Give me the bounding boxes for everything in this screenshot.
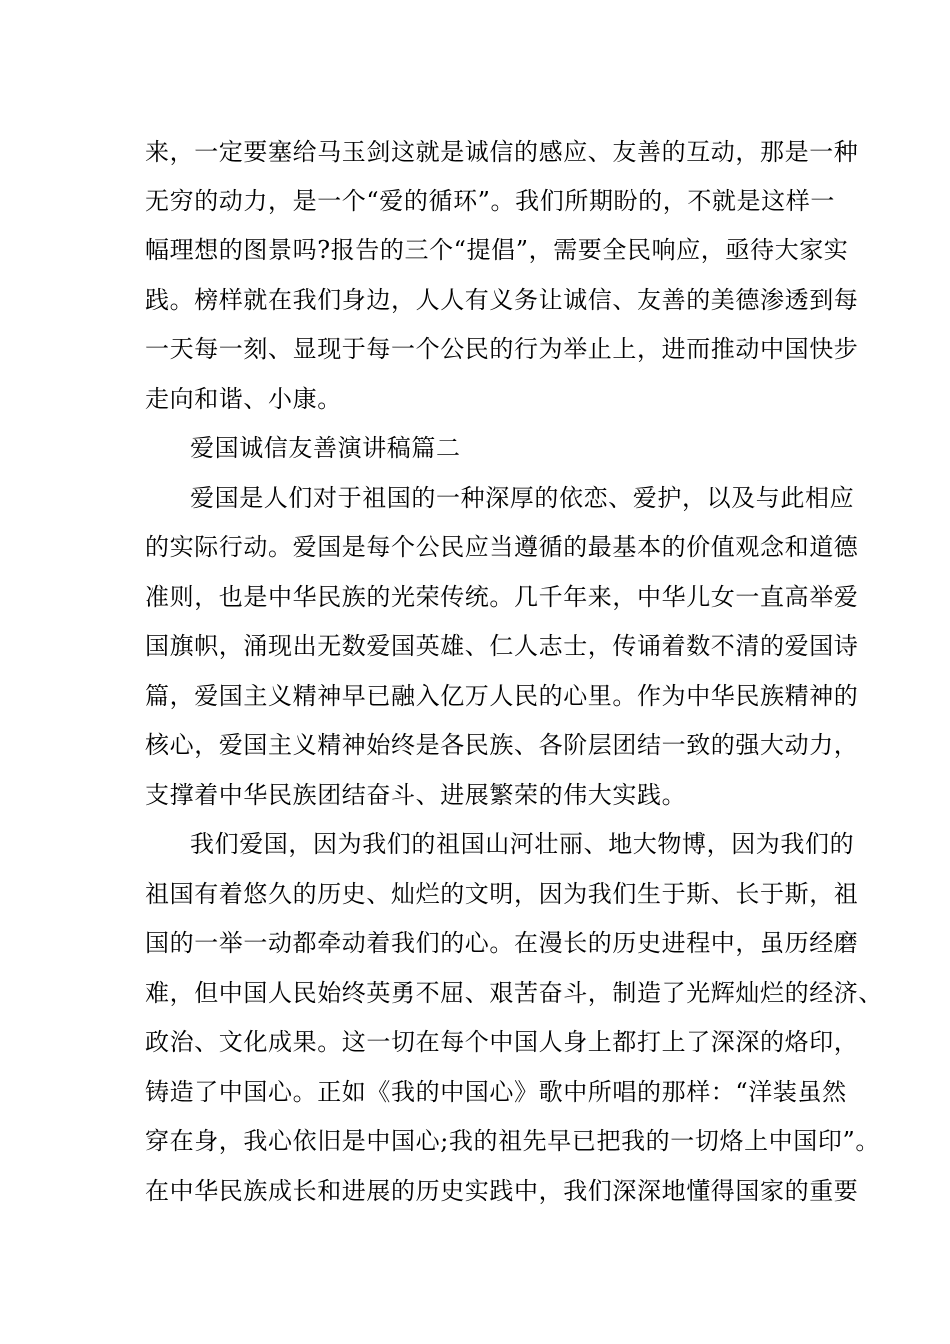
paragraph-line: 走向和谐、小康。 xyxy=(145,385,342,413)
paragraph-line: 国旗帜，涌现出无数爱国英雄、仁人志士，传诵着数不清的爱国诗 xyxy=(145,632,859,660)
paragraph-line: 篇，爱国主义精神早已融入亿万人民的心里。作为中华民族精神的 xyxy=(145,682,859,710)
paragraph-line: 一天每一刻、显现于每一个公民的行为举止上，进而推动中国快步 xyxy=(145,335,859,363)
paragraph-line: 铸造了中国心。正如《我的中国心》歌中所唱的那样：“洋装虽然 xyxy=(145,1078,847,1106)
paragraph-line: 准则，也是中华民族的光荣传统。几千年来，中华儿女一直高举爱 xyxy=(145,583,859,611)
paragraph-line: 难，但中国人民始终英勇不屈、艰苦奋斗，制造了光辉灿烂的经济、 xyxy=(145,979,883,1007)
paragraph-line: 我们爱国，因为我们的祖国山河壮丽、地大物博，因为我们的 xyxy=(190,830,855,858)
section-heading: 爱国诚信友善演讲稿篇二 xyxy=(190,434,461,462)
paragraph-line: 支撑着中华民族团结奋斗、进展繁荣的伟大实践。 xyxy=(145,781,687,809)
paragraph-line: 祖国有着悠久的历史、灿烂的文明，因为我们生于斯、长于斯，祖 xyxy=(145,880,859,908)
paragraph-line: 践。榜样就在我们身边，人人有义务让诚信、友善的美德渗透到每 xyxy=(145,286,859,314)
paragraph-line: 来，一定要塞给马玉剑这就是诚信的感应、友善的互动，那是一种 xyxy=(145,138,859,166)
paragraph-line: 国的一举一动都牵动着我们的心。在漫长的历史进程中，虽历经磨 xyxy=(145,929,859,957)
paragraph-line: 政治、文化成果。这一切在每个中国人身上都打上了深深的烙印， xyxy=(145,1028,859,1056)
paragraph-line: 穿在身，我心依旧是中国心;我的祖先早已把我的一切烙上中国印”。 xyxy=(145,1127,880,1155)
paragraph-line: 在中华民族成长和进展的历史实践中，我们深深地懂得国家的重要 xyxy=(145,1177,859,1205)
paragraph-line: 核心，爱国主义精神始终是各民族、各阶层团结一致的强大动力， xyxy=(145,731,859,759)
paragraph-line: 的实际行动。爱国是每个公民应当遵循的最基本的价值观念和道德 xyxy=(145,533,859,561)
paragraph-line: 幅理想的图景吗?报告的三个“提倡”，需要全民响应，亟待大家实 xyxy=(145,236,849,264)
paragraph-line: 爱国是人们对于祖国的一种深厚的依恋、爱护，以及与此相应 xyxy=(190,484,855,512)
paragraph-line: 无穷的动力，是一个“爱的循环”。我们所期盼的，不就是这样一 xyxy=(145,187,835,215)
